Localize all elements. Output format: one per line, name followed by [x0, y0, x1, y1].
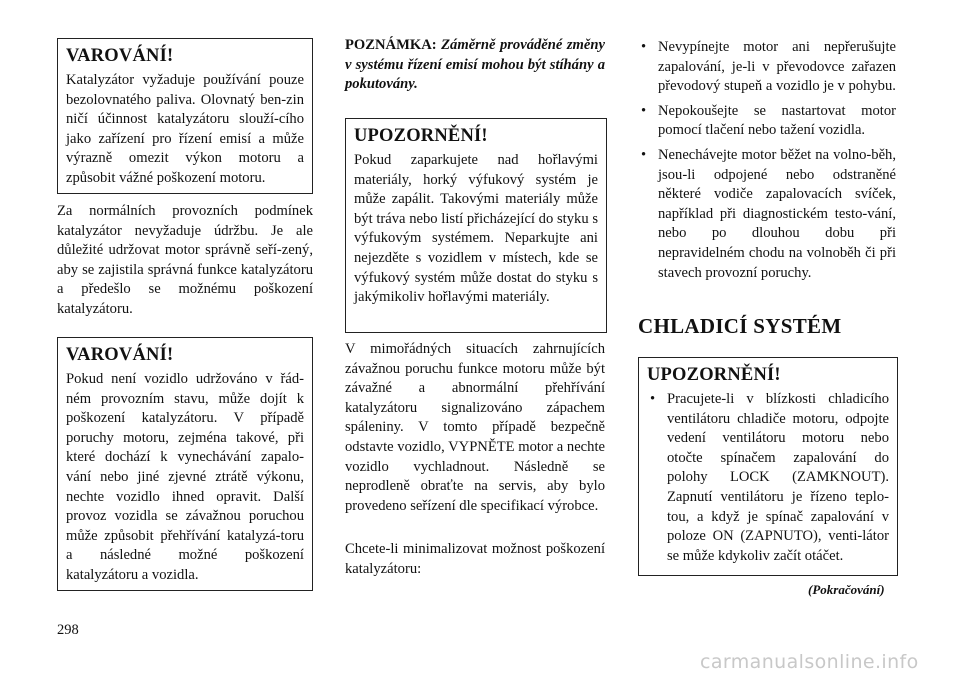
list-item: • Nenechávejte motor běžet na volno-běh, jsou-li odpojené nebo odstraněné některé vodiče zapalovacích svíček, například při diagnostickém testo-vání, nebo po dlouhou dobu při nepravidelném chodu na volnoběh či při stavech provozní poruchy. [638, 146, 896, 283]
warning-text: Katalyzátor vyžaduje používání pouze bezolovnatého paliva. Olovnatý ben-zin ničí účinnost katalyzátoru slouží-cího jako zařízení pro řízení emisí a může výrazně omezit výkon motoru a způsobit vážné poškození motoru. [66, 72, 304, 186]
caution-box-cooling-fan [638, 357, 898, 576]
caution-title: UPOZORNĚNÍ! [354, 126, 488, 146]
page-number: 298 [57, 622, 79, 638]
caution-text: Pokud zaparkujete nad hořlavými materiály, horký výfukový systém je může zapálit. Takovými materiály může být tráva nebo listí přicházející do styku s výfukovým systémem. Neparkujte ani nejezděte s vozidlem v místech, kde se výfukový systém může dostat do styku s jakýmikoliv hořlavými materiály. [354, 152, 598, 306]
note-label: POZNÁMKA: [345, 37, 437, 53]
caution-box-flammable-materials [345, 118, 607, 333]
warning-title: VAROVÁNÍ! [66, 345, 174, 365]
caution-bullet: • Pracujete-li v blízkosti chladicího ventilátoru chladiče motoru, odpojte vedení ventilátoru motoru nebo otočte spínačem zapalování do polohy LOCK (ZAMKNOUT). Zapnutí ventilátoru je řízeno teplo-tou, a když je spínač zapalování v poloze ON (ZAPNUTO), venti-látor se může kdykoliv začít otáčet. [647, 390, 889, 566]
watermark: carmanualsonline.info [700, 651, 919, 673]
paragraph-catalyst-maintenance: Za normálních provozních podmínek katalyzátor nevyžaduje údržbu. Je ale důležité udržovat motor správně seří-zený, aby se zajistila správná funkce katalyzátoru a předešlo se možnému poškození katalyzátoru. [57, 203, 313, 317]
caution-title: UPOZORNĚNÍ! [647, 365, 781, 385]
note-emissions [345, 36, 605, 95]
list-item: • Nepokoušejte se nastartovat motor pomocí tlačení nebo tažení vozidla. [638, 102, 896, 141]
paragraph-minimize-damage: Chcete-li minimalizovat možnost poškození katalyzátoru: [345, 541, 605, 577]
bullet-list-catalyst-tips [638, 38, 896, 288]
warning-text: Pokud není vozidlo udržováno v řád-ném provozním stavu, může dojít k poškození katalyzátoru. V případě poruchy motoru, zejména takové, při které dochází k vynechávání zapalo-vání nebo jiné zjevné ztrátě výkonu, nechte vozidlo ihned opravit. Další provoz vozidla se závažnou poruchou může způsobit přehřívání katalyzá-toru a následné možné poškození katalyzátoru a vozidla. [66, 371, 304, 583]
continued-label: (Pokračování) [808, 582, 885, 597]
warning-title: VAROVÁNÍ! [66, 46, 174, 66]
note-text: Záměrně prováděné změny v systému řízení emisí mohou být stíhány a pokutovány. [345, 37, 605, 93]
warning-box-catalyst-fuel [57, 38, 313, 194]
warning-box-vehicle-maintenance [57, 337, 313, 591]
list-item: • Nevypínejte motor ani nepřerušujte zapalování, je-li v převodovce zařazen převodový stupeň a vozidlo je v pohybu. [638, 38, 896, 97]
paragraph-overheating: V mimořádných situacích zahrnujících závažnou poruchu funkce motoru může být závažné a abnormální přehřívání katalyzátoru signalizováno zápachem spáleniny. V tomto případě bezpečně odstavte vozidlo, VYPNĚTE motor a nechte vozidlo vychladnout. Následně se neprodleně obraťte na servis, aby bylo provedeno seřízení dle specifikací výrobce. [345, 341, 605, 514]
section-heading-cooling-system: CHLADICÍ SYSTÉM [638, 314, 842, 338]
